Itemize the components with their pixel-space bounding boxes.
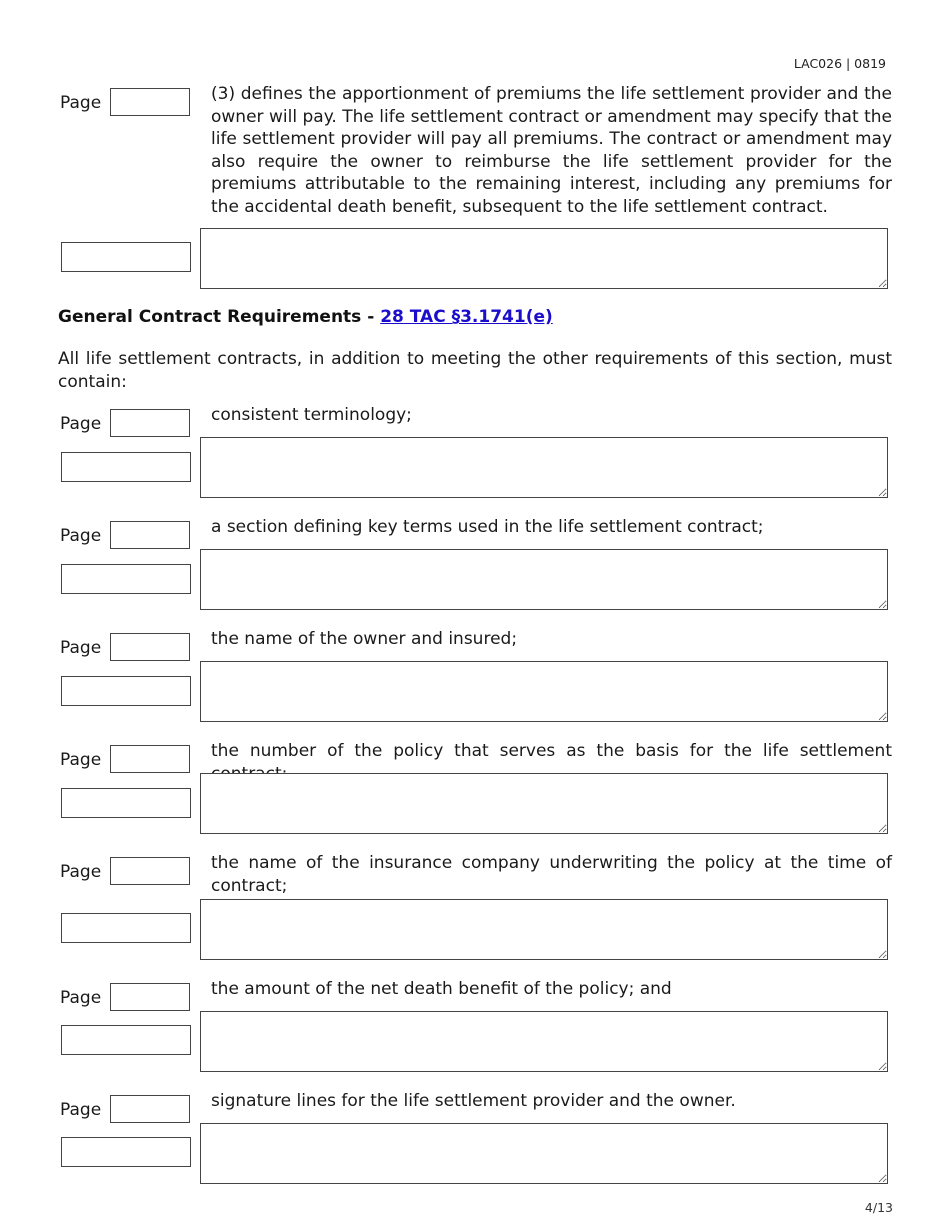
requirement-text-top: (3) defines the apportionment of premiums the life settlement provider and the owner will pay. The life settlement contract or amendment may specify that the life settlement provider will pay all premiums. The contract or amendment may also require the owner to reimburse the life settlement provider for the premiums attributable to the remaining interest, including any premiums for the accidental death benefit, subsequent to the life settlement contract.	[211, 84, 892, 217]
comment-box-top[interactable]	[200, 228, 888, 289]
reference-input-top[interactable]	[61, 242, 191, 272]
page-label: Page	[60, 1100, 102, 1120]
comment-box-4[interactable]	[200, 773, 888, 834]
requirement-text-5: the name of the insurance company underwriting the policy at the time of contract;	[211, 853, 892, 896]
comment-box-7[interactable]	[200, 1123, 888, 1184]
page-number-input-3[interactable]	[110, 633, 190, 661]
comment-box-6[interactable]	[200, 1011, 888, 1072]
comment-box-1[interactable]	[200, 437, 888, 498]
page-number-input-1[interactable]	[110, 409, 190, 437]
requirement-text-6: the amount of the net death benefit of the policy; and	[211, 979, 672, 999]
comment-box-5[interactable]	[200, 899, 888, 960]
page-number-input-5[interactable]	[110, 857, 190, 885]
page-number-input-6[interactable]	[110, 983, 190, 1011]
page-number-input-7[interactable]	[110, 1095, 190, 1123]
comment-box-2[interactable]	[200, 549, 888, 610]
requirement-text-3: the name of the owner and insured;	[211, 629, 518, 649]
page-label: Page	[60, 93, 102, 113]
section-heading	[58, 307, 553, 327]
page-number-input-4[interactable]	[110, 745, 190, 773]
tac-link[interactable]: 28 TAC §3.1741(e)	[380, 307, 553, 327]
reference-input-3[interactable]	[61, 676, 191, 706]
page-number-input-2[interactable]	[110, 521, 190, 549]
section-intro: All life settlement contracts, in addition to meeting the other requirements of this section, must contain:	[58, 349, 892, 392]
comment-box-3[interactable]	[200, 661, 888, 722]
page-label: Page	[60, 988, 102, 1008]
page-label: Page	[60, 638, 102, 658]
requirement-text-1: consistent terminology;	[211, 405, 412, 425]
form-id: LAC026 | 0819	[793, 56, 886, 71]
page-number-input-top[interactable]	[110, 88, 190, 116]
page-label: Page	[60, 526, 102, 546]
reference-input-5[interactable]	[61, 913, 191, 943]
page-label: Page	[60, 862, 102, 882]
reference-input-7[interactable]	[61, 1137, 191, 1167]
reference-input-1[interactable]	[61, 452, 191, 482]
page-number: 4/13	[864, 1200, 893, 1215]
page-label: Page	[60, 414, 102, 434]
reference-input-2[interactable]	[61, 564, 191, 594]
section-title: General Contract Requirements -	[58, 307, 381, 327]
requirement-text-4: the number of the policy that serves as the basis for the life settlement	[211, 741, 892, 761]
requirement-text-2: a section defining key terms used in the life settlement contract;	[211, 517, 764, 537]
page-label: Page	[60, 750, 102, 770]
reference-input-6[interactable]	[61, 1025, 191, 1055]
requirement-text-7: signature lines for the life settlement provider and the owner.	[211, 1091, 736, 1111]
reference-input-4[interactable]	[61, 788, 191, 818]
